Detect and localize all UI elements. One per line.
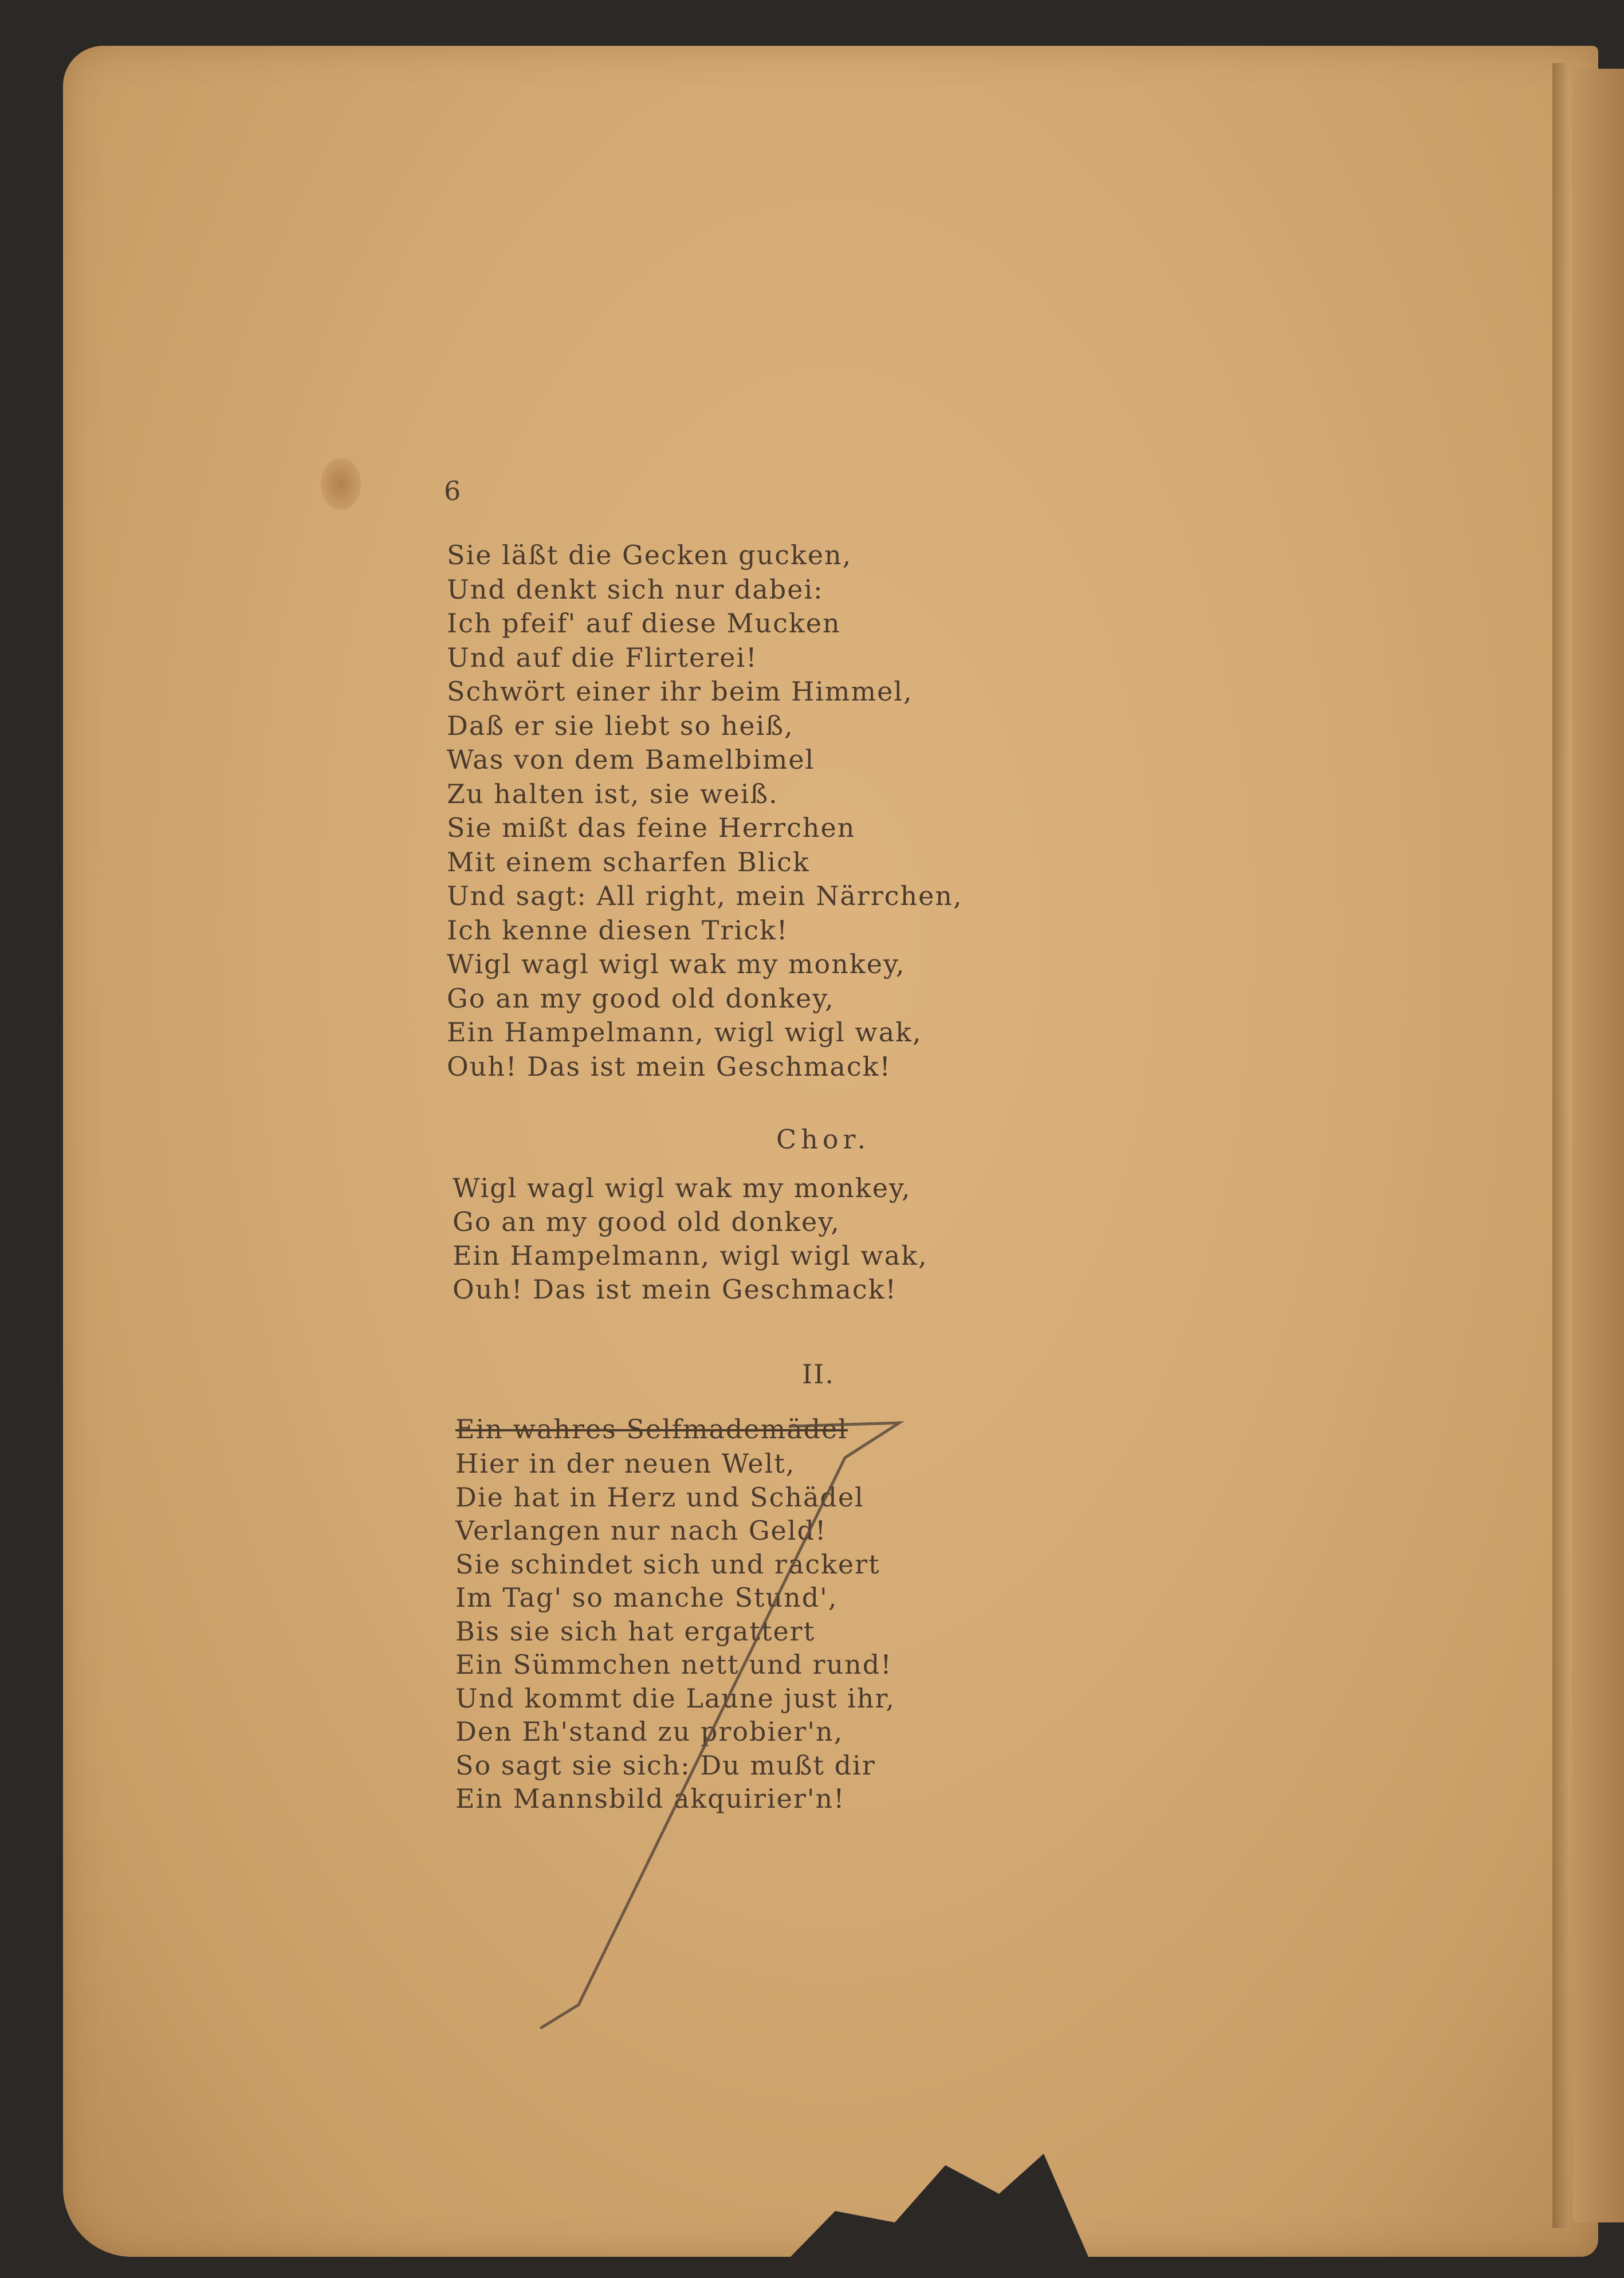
chorus-line: Ouh! Das ist mein Geschmack!	[453, 1274, 897, 1305]
stanza2-line: Ein Sümmchen nett und rund!	[455, 1649, 892, 1680]
stanza2-line: Verlangen nur nach Geld!	[455, 1515, 827, 1546]
chorus-line: Go an my good old donkey,	[453, 1206, 840, 1237]
stanza1-line: Schwört einer ihr beim Himmel,	[447, 676, 913, 707]
stanza2-line: Ein Mannsbild akquirier'n!	[455, 1783, 846, 1814]
struck-line: Ein wahres Selfmademädel	[455, 1414, 848, 1445]
stanza1-line: Daß er sie liebt so heiß,	[447, 710, 794, 741]
stanza1-line: Und auf die Flirterei!	[447, 642, 758, 673]
stanza1-line: Mit einem scharfen Blick	[447, 846, 810, 878]
stanza2-line: Bis sie sich hat ergattert	[455, 1615, 816, 1647]
stanza1-line: Zu halten ist, sie weiß.	[447, 778, 778, 809]
section-heading: II.	[802, 1359, 835, 1390]
stanza1-line: Ein Hampelmann, wigl wigl wak,	[447, 1017, 922, 1048]
chorus-line: Wigl wagl wigl wak my monkey,	[453, 1173, 911, 1203]
stanza2-line: Die hat in Herz und Schädel	[455, 1481, 864, 1513]
chorus-heading: Chor.	[776, 1124, 871, 1155]
stanza1-line: Wigl wagl wigl wak my monkey,	[447, 949, 906, 979]
page-number: 6	[444, 475, 462, 506]
stanza1-line: Sie läßt die Gecken gucken,	[447, 540, 852, 571]
stanza1-line: Was von dem Bamelbimel	[447, 744, 815, 775]
stanza2-line: Und kommt die Laune just ihr,	[455, 1682, 895, 1714]
stanza2-line: Den Eh'stand zu probier'n,	[455, 1716, 844, 1747]
pencil-stroke	[541, 1423, 899, 2028]
stanza2-line: Im Tag' so manche Stund',	[455, 1582, 838, 1613]
chorus-line: Ein Hampelmann, wigl wigl wak,	[453, 1240, 928, 1271]
stanza1-line: Und denkt sich nur dabei:	[447, 573, 824, 605]
stanza1-line: Und sagt: All right, mein Närrchen,	[447, 880, 963, 911]
stanza1-line: Go an my good old donkey,	[447, 982, 835, 1014]
stanza2-line: So sagt sie sich: Du mußt dir	[455, 1749, 876, 1781]
stanza1-line: Sie mißt das feine Herrchen	[447, 812, 856, 843]
stanza1-line: Ich kenne diesen Trick!	[447, 914, 789, 946]
stanza2-line: Hier in der neuen Welt,	[455, 1448, 796, 1479]
stanza1-line: Ouh! Das ist mein Geschmack!	[447, 1051, 891, 1082]
stanza1-line: Ich pfeif' auf diese Mucken	[447, 608, 841, 639]
stanza2-line: Sie schindet sich und rackert	[455, 1548, 880, 1580]
